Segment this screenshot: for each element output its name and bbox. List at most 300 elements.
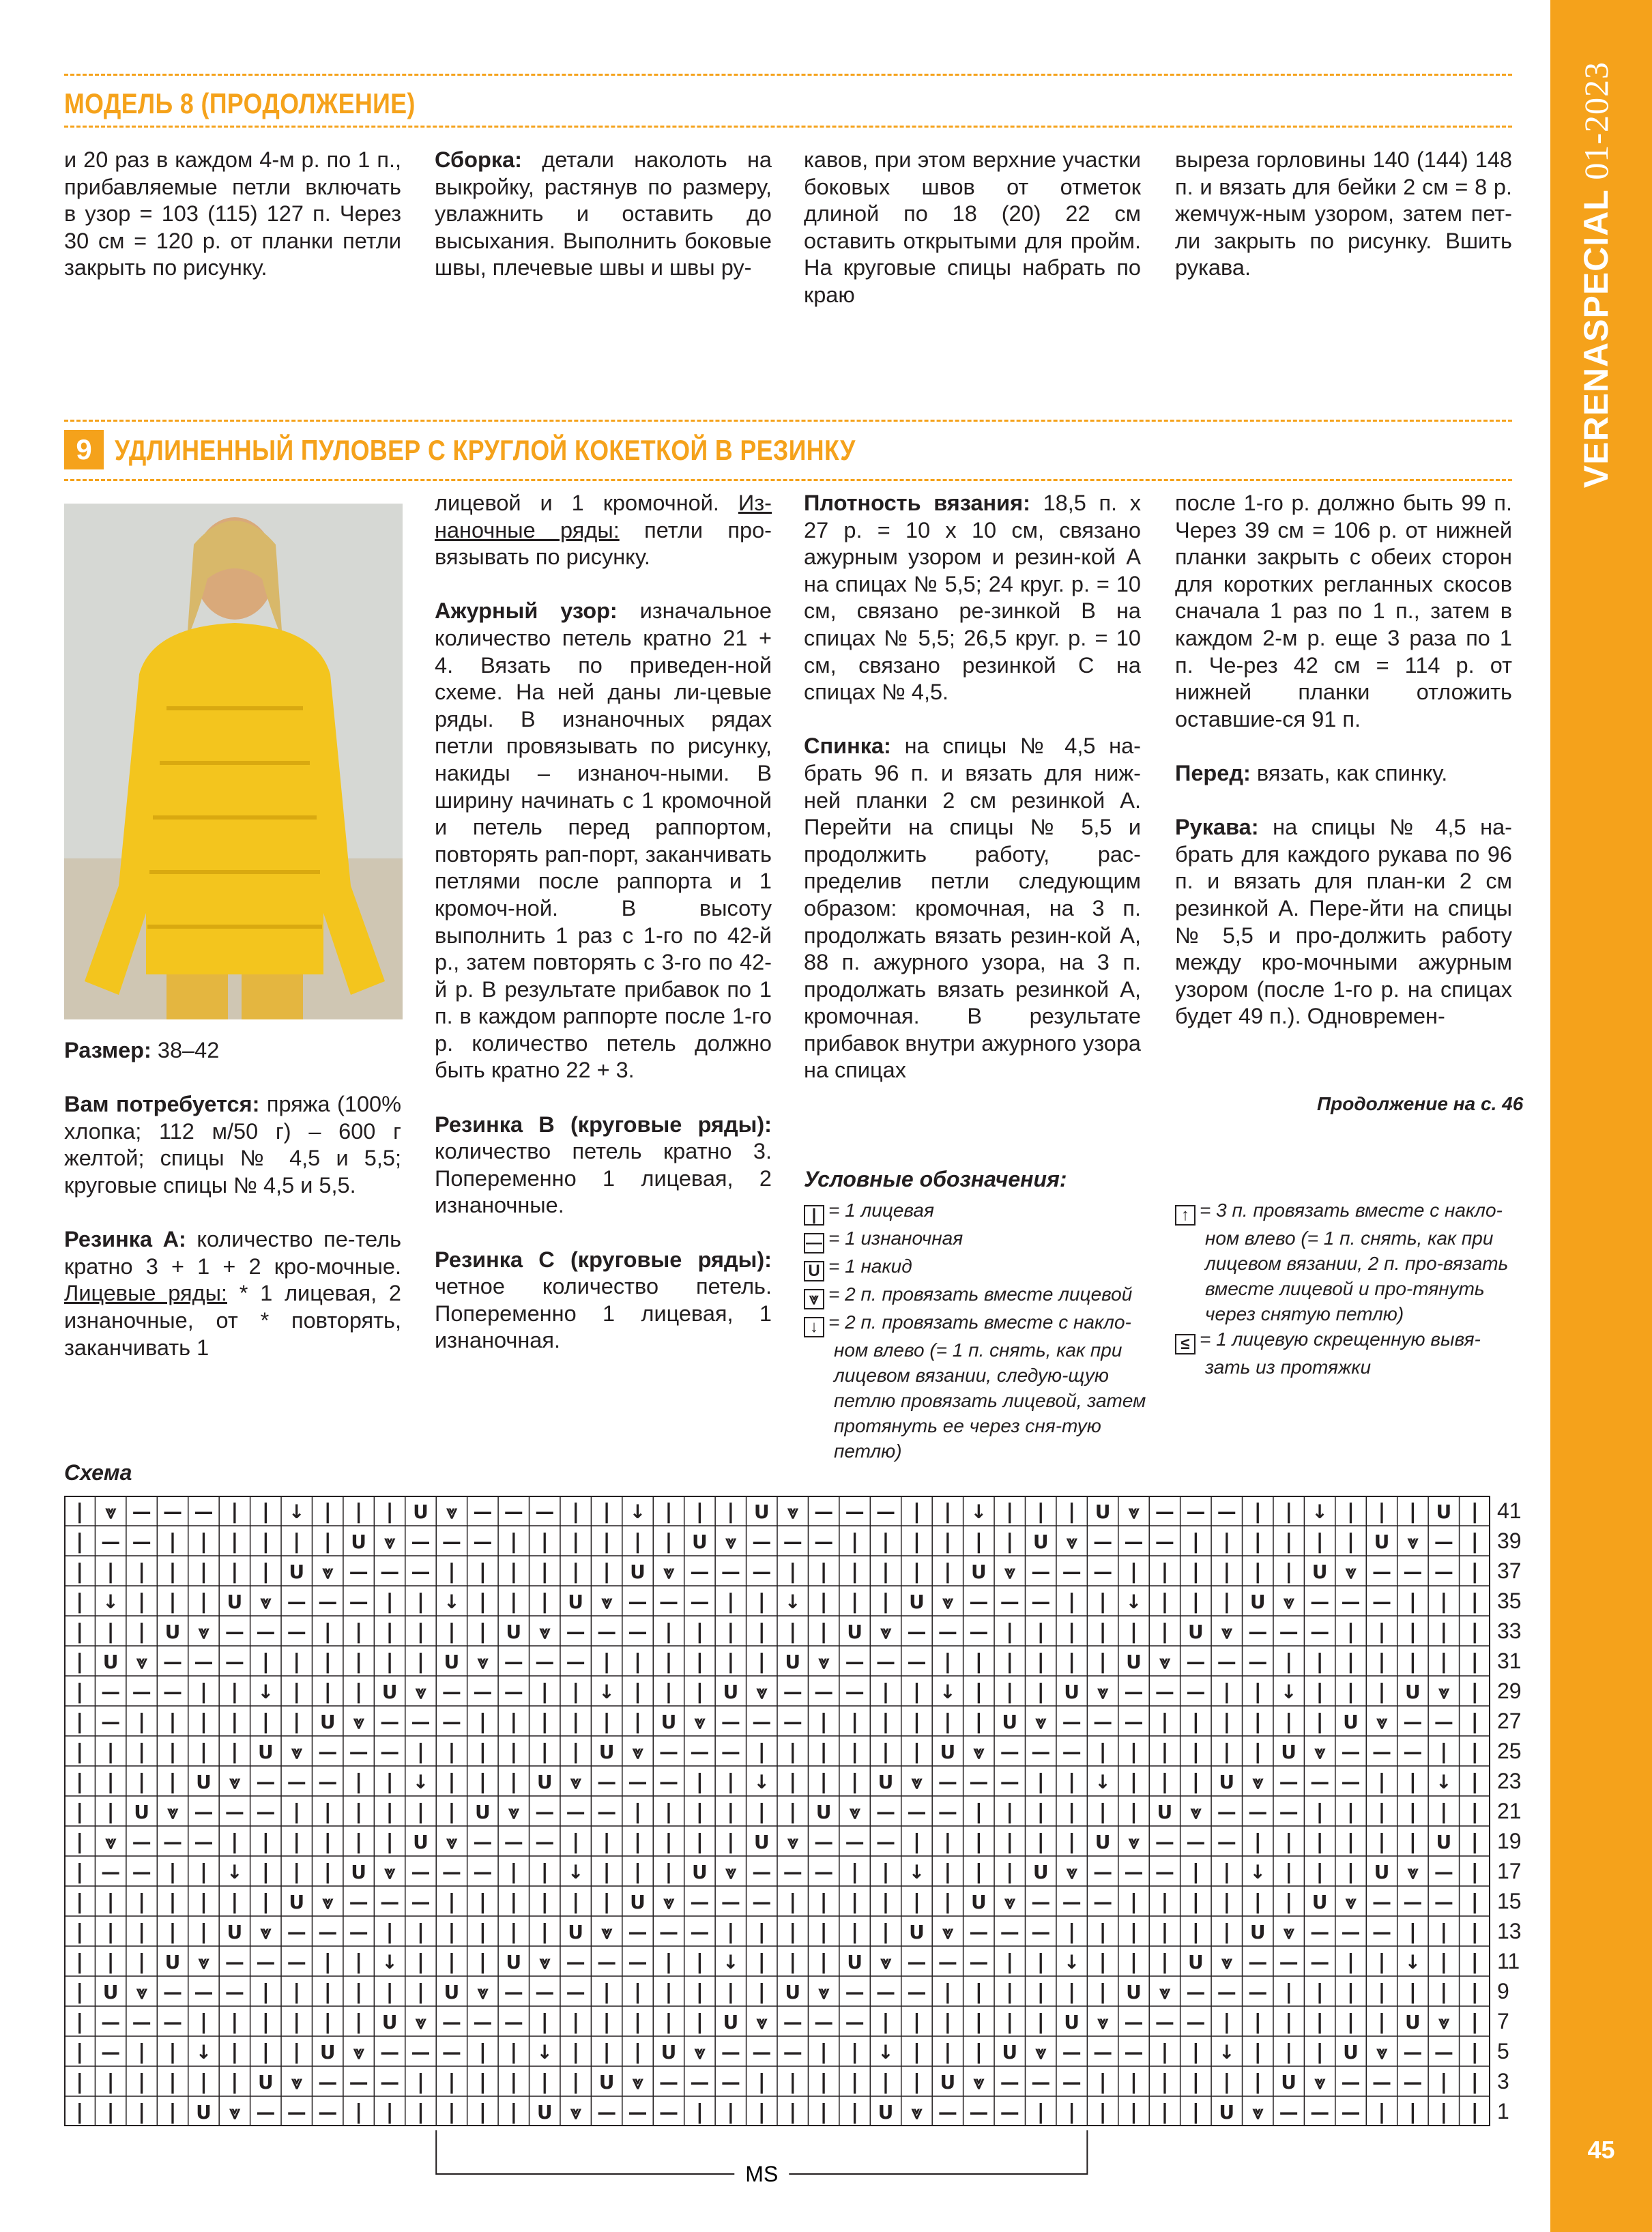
chart-symbol: — bbox=[969, 1921, 989, 1943]
chart-symbol: | bbox=[138, 1950, 146, 1974]
chart-symbol: | bbox=[882, 1530, 890, 1554]
chart-symbol: | bbox=[510, 1860, 518, 1884]
chart-symbol: ⩔ bbox=[446, 1501, 457, 1523]
chart-symbol: | bbox=[1378, 2100, 1386, 2124]
chart-symbol: | bbox=[1347, 1620, 1355, 1644]
chart-symbol: | bbox=[478, 2070, 487, 2094]
chart-symbol: | bbox=[231, 1500, 239, 1524]
chart-symbol: — bbox=[628, 1591, 648, 1613]
chart-symbol: ⩔ bbox=[539, 1621, 551, 1643]
chart-symbol: — bbox=[1434, 1561, 1453, 1583]
chart-symbol: ⩔ bbox=[446, 1831, 457, 1853]
chart-symbol: | bbox=[944, 2040, 952, 2064]
chart-symbol: U bbox=[289, 1891, 305, 1913]
chart-symbol: | bbox=[261, 1500, 270, 1524]
chart-symbol: | bbox=[138, 1560, 146, 1584]
chart-symbol: — bbox=[287, 1921, 306, 1943]
chart-symbol: — bbox=[163, 1681, 183, 1703]
chart-symbol: | bbox=[1068, 1830, 1076, 1854]
chart-symbol: | bbox=[665, 1500, 673, 1524]
chart-symbol: — bbox=[969, 2101, 989, 2124]
sk2p-icon: ↑ bbox=[1175, 1205, 1195, 1226]
chart-symbol: | bbox=[882, 2070, 890, 2094]
chart-symbol: | bbox=[1099, 1650, 1107, 1674]
chart-symbol: — bbox=[845, 1831, 865, 1853]
chart-symbol: | bbox=[76, 1590, 84, 1614]
chart-symbol: | bbox=[572, 1560, 580, 1584]
chart-symbol: | bbox=[851, 2100, 859, 2124]
chart-symbol: | bbox=[882, 1860, 890, 1884]
chart-symbol: | bbox=[1223, 1530, 1231, 1554]
chart-symbol: | bbox=[1285, 1530, 1293, 1554]
chart-symbol: — bbox=[1341, 1921, 1361, 1943]
chart-symbol: | bbox=[912, 1530, 921, 1554]
model-number-badge: 9 bbox=[64, 430, 104, 469]
chart-symbol: | bbox=[76, 2070, 84, 2094]
knitting-chart bbox=[64, 1496, 1490, 2186]
chart-symbol: U bbox=[319, 2041, 336, 2063]
chart-symbol: — bbox=[566, 1651, 585, 1673]
chart-symbol: | bbox=[478, 2100, 487, 2124]
chart-symbol: | bbox=[1347, 1680, 1355, 1704]
chart-symbol: ⩔ bbox=[1438, 1681, 1449, 1703]
chart-symbol: | bbox=[106, 1560, 115, 1584]
chart-symbol: — bbox=[783, 2011, 802, 2033]
chart-symbol: — bbox=[1310, 1921, 1330, 1943]
chart-symbol: U bbox=[1095, 1501, 1111, 1523]
chart-symbol: | bbox=[944, 1890, 952, 1914]
chart-symbol: | bbox=[1408, 1770, 1417, 1794]
chart-symbol: — bbox=[318, 1771, 338, 1793]
chart-symbol: | bbox=[1285, 1710, 1293, 1734]
chart-symbol: | bbox=[355, 1500, 363, 1524]
chart-symbol: | bbox=[323, 1830, 332, 1854]
chart-symbol: ↓ bbox=[723, 1951, 739, 1973]
chart-symbol: | bbox=[355, 1800, 363, 1824]
chart-symbol: | bbox=[540, 1740, 549, 1764]
chart-symbol: — bbox=[690, 1591, 710, 1613]
chart-symbol: — bbox=[1155, 1501, 1174, 1523]
chart-symbol: — bbox=[101, 1861, 121, 1883]
chart-symbol: — bbox=[411, 1711, 431, 1733]
chart-symbol: | bbox=[665, 1650, 673, 1674]
chart-symbol: U bbox=[723, 1681, 739, 1703]
chart-symbol: | bbox=[323, 1980, 332, 2004]
chart-symbol: ⩔ bbox=[198, 1621, 209, 1643]
chart-symbol: — bbox=[224, 1981, 244, 2003]
row-number: 37 bbox=[1497, 1559, 1522, 1583]
chart-symbol: | bbox=[572, 1680, 580, 1704]
chart-symbol: | bbox=[1316, 1650, 1324, 1674]
chart-symbol: — bbox=[380, 2071, 400, 2093]
chart-symbol: — bbox=[1248, 1621, 1268, 1643]
chart-symbol: — bbox=[1279, 1801, 1299, 1823]
chart-symbol: — bbox=[1341, 1771, 1361, 1793]
chart-symbol: | bbox=[169, 1920, 177, 1944]
chart-symbol: | bbox=[1254, 1530, 1262, 1554]
chart-symbol: | bbox=[1470, 1770, 1479, 1794]
chart-symbol: | bbox=[1378, 1770, 1386, 1794]
chart-symbol: ↓ bbox=[1312, 1501, 1328, 1523]
chart-symbol: | bbox=[231, 1890, 239, 1914]
chart-symbol: — bbox=[1310, 2101, 1330, 2124]
magazine-title: VERENASPECIAL 01-2023 bbox=[1577, 61, 1615, 489]
chart-symbol: — bbox=[1000, 1591, 1019, 1613]
chart-symbol: U bbox=[381, 1681, 398, 1703]
chart-symbol: | bbox=[76, 1950, 84, 1974]
chart-symbol: U bbox=[257, 1741, 274, 1763]
chart-symbol: ↓ bbox=[1125, 1591, 1142, 1613]
chart-symbol: | bbox=[1099, 1920, 1107, 1944]
model9-col3: Плотность вязания: 18,5 п. х 27 р. = 10 х 10 см, связано ажурным узором и резин-кой А на спицах № 5,5; 24 круг. р. = 10 см, связано ре-зинкой В на спицах № 5,5; 26,5 круг. р. = 10 см, связано резинкой С на спицах № 4,5. Спинка: на спицы № 4,5 на-брать 96 п. и вязать для ниж-ней планки 2 см резинкой А. Перейти на спицы № 5,5 и продолжить работу, рас-пределив петли следующим образом: кромочная, на 3 п. продолжать вязать резин-кой А, 88 п. ажурного узора, на 3 п. продолжать вязать резинкой А, кромочная. В результате прибавок внутри ажурного узора на спицах bbox=[804, 491, 1141, 1083]
chart-symbol: — bbox=[132, 1531, 151, 1553]
chart-symbol: | bbox=[1347, 1950, 1355, 1974]
chart-symbol: — bbox=[1403, 1711, 1423, 1733]
chart-symbol: | bbox=[1161, 2070, 1169, 2094]
chart-symbol: | bbox=[231, 1830, 239, 1854]
chart-symbol: | bbox=[1347, 1980, 1355, 2004]
chart-symbol: U bbox=[1343, 2041, 1359, 2063]
chart-symbol: ⩔ bbox=[756, 1681, 768, 1703]
chart-symbol: | bbox=[1408, 1590, 1417, 1614]
chart-symbol: | bbox=[1068, 1920, 1076, 1944]
chart-symbol: — bbox=[441, 1531, 461, 1553]
chart-symbol: | bbox=[851, 1740, 859, 1764]
chart-symbol: | bbox=[478, 1920, 487, 1944]
chart-symbol: — bbox=[658, 1741, 678, 1763]
chart-symbol: ⩔ bbox=[229, 1771, 240, 1793]
chart-symbol: U bbox=[909, 1591, 925, 1613]
chart-symbol: — bbox=[814, 1531, 834, 1553]
chart-symbol: — bbox=[504, 1681, 523, 1703]
chart-symbol: ⩔ bbox=[1345, 1891, 1357, 1913]
chart-symbol: | bbox=[789, 2070, 797, 2094]
chart-symbol: | bbox=[478, 1710, 487, 1734]
chart-symbol: ↓ bbox=[567, 1861, 584, 1883]
chart-symbol: — bbox=[658, 1771, 678, 1793]
chart-symbol: U bbox=[815, 1801, 832, 1823]
chart-symbol: | bbox=[1285, 1500, 1293, 1524]
chart-symbol: ⩔ bbox=[1035, 2041, 1047, 2063]
chart-symbol: | bbox=[355, 1680, 363, 1704]
chart-symbol: | bbox=[138, 1920, 146, 1944]
chart-symbol: — bbox=[194, 1831, 214, 1853]
row-number: 5 bbox=[1497, 2039, 1509, 2063]
chart-symbol: | bbox=[1316, 2040, 1324, 2064]
chart-symbol: | bbox=[510, 2040, 518, 2064]
chart-symbol: | bbox=[695, 1620, 704, 1644]
chart-symbol: | bbox=[851, 1560, 859, 1584]
chart-symbol: — bbox=[907, 1621, 927, 1643]
chart-symbol: | bbox=[261, 1650, 270, 1674]
chart-symbol: — bbox=[1000, 2101, 1019, 2124]
chart-symbol: — bbox=[1031, 1891, 1051, 1913]
chart-symbol: ↓ bbox=[227, 1861, 243, 1883]
chart-symbol: — bbox=[411, 1861, 431, 1883]
chart-symbol: | bbox=[1440, 1650, 1448, 1674]
chart-symbol: | bbox=[1161, 1710, 1169, 1734]
chart-symbol: | bbox=[1130, 1770, 1137, 1794]
chart-symbol: — bbox=[938, 1801, 957, 1823]
chart-symbol: | bbox=[355, 1830, 363, 1854]
chart-symbol: — bbox=[1217, 1801, 1236, 1823]
chart-symbol: ⩔ bbox=[105, 1831, 117, 1853]
chart-symbol: | bbox=[1285, 2040, 1293, 2064]
chart-symbol: ⩔ bbox=[942, 1591, 953, 1613]
chart-symbol: ↓ bbox=[1063, 1951, 1080, 1973]
chart-symbol: | bbox=[665, 1800, 673, 1824]
chart-symbol: ⩔ bbox=[1066, 1861, 1077, 1883]
chart-symbol: ⩔ bbox=[1376, 2041, 1387, 2063]
chart-symbol: — bbox=[1093, 2041, 1113, 2063]
chart-symbol: | bbox=[76, 1920, 84, 1944]
chart-symbol: — bbox=[597, 1621, 617, 1643]
chart-symbol: U bbox=[847, 1621, 863, 1643]
chart-symbol: | bbox=[974, 1650, 983, 1674]
chart-symbol: U bbox=[413, 1831, 429, 1853]
chart-symbol: | bbox=[1470, 1500, 1479, 1524]
chart-symbol: — bbox=[721, 1711, 740, 1733]
chart-symbol: | bbox=[355, 2100, 363, 2124]
chart-symbol: | bbox=[695, 2100, 704, 2124]
chart-symbol: ↓ bbox=[629, 1501, 646, 1523]
chart-symbol: | bbox=[448, 1950, 456, 1974]
chart-symbol: | bbox=[1470, 1920, 1479, 1944]
chart-symbol: U bbox=[1064, 1681, 1080, 1703]
chart-symbol: — bbox=[1341, 1591, 1361, 1613]
chart-symbol: | bbox=[634, 2040, 642, 2064]
chart-symbol: — bbox=[876, 1501, 896, 1523]
chart-symbol: U bbox=[164, 1951, 181, 1973]
chart-symbol: — bbox=[1124, 1711, 1144, 1733]
chart-symbol: U bbox=[1436, 1501, 1452, 1523]
chart-symbol: — bbox=[1124, 1681, 1144, 1703]
chart-symbol: — bbox=[163, 1651, 183, 1673]
chart-symbol: | bbox=[727, 1500, 735, 1524]
chart-symbol: | bbox=[944, 1710, 952, 1734]
chart-symbol: — bbox=[132, 1831, 151, 1853]
chart-symbol: — bbox=[1093, 1891, 1113, 1913]
chart-symbol: — bbox=[318, 1741, 338, 1763]
chart-symbol: | bbox=[1254, 1500, 1262, 1524]
legend-left bbox=[804, 1198, 1159, 1464]
chart-symbol: — bbox=[411, 2041, 431, 2063]
chart-symbol: — bbox=[1186, 1681, 1206, 1703]
divider bbox=[64, 74, 1512, 76]
chart-symbol: | bbox=[1223, 2010, 1231, 2034]
chart-symbol: | bbox=[1316, 1860, 1324, 1884]
chart-symbol: | bbox=[1099, 1980, 1107, 2004]
chart-symbol: U bbox=[598, 2071, 615, 2093]
chart-symbol: — bbox=[783, 2041, 802, 2063]
chart-symbol: | bbox=[106, 1920, 115, 1944]
chart-symbol: | bbox=[882, 1680, 890, 1704]
chart-symbol: — bbox=[163, 1831, 183, 1853]
knit-stitch-icon: | bbox=[804, 1205, 824, 1226]
chart-symbol: | bbox=[1470, 1650, 1479, 1674]
chart-symbol: U bbox=[1249, 1591, 1266, 1613]
chart-symbol: | bbox=[169, 1530, 177, 1554]
chart-symbol: | bbox=[912, 1890, 921, 1914]
chart-symbol: | bbox=[1037, 2100, 1045, 2124]
chart-symbol: — bbox=[318, 2071, 338, 2093]
chart-symbol: | bbox=[448, 1560, 456, 1584]
chart-symbol: | bbox=[1408, 2100, 1417, 2124]
chart-symbol: | bbox=[1285, 1560, 1293, 1584]
chart-symbol: | bbox=[820, 1740, 828, 1764]
chart-symbol: | bbox=[1470, 1740, 1479, 1764]
chart-symbol: | bbox=[1470, 1590, 1479, 1614]
chart-symbol: | bbox=[106, 1950, 115, 1974]
chart-symbol: — bbox=[628, 1621, 648, 1643]
chart-symbol: | bbox=[1378, 1620, 1386, 1644]
chart-symbol: ⩔ bbox=[1252, 2101, 1264, 2124]
chart-symbol: | bbox=[603, 1710, 611, 1734]
chart-symbol: | bbox=[76, 2100, 84, 2124]
chart-symbol: U bbox=[1126, 1981, 1142, 2003]
chart-symbol: | bbox=[572, 1890, 580, 1914]
chart-symbol: | bbox=[1285, 1890, 1293, 1914]
chart-symbol: — bbox=[349, 1891, 368, 1913]
chart-symbol: | bbox=[1254, 1680, 1262, 1704]
chart-symbol: | bbox=[169, 1740, 177, 1764]
chart-symbol: — bbox=[1403, 1741, 1423, 1763]
chart-symbol: — bbox=[721, 1741, 740, 1763]
chart-symbol: U bbox=[785, 1651, 801, 1673]
chart-symbol: — bbox=[349, 2071, 368, 2093]
chart-symbol: U bbox=[196, 1771, 212, 1793]
chart-symbol: | bbox=[757, 2070, 766, 2094]
schema-title: Схема bbox=[64, 1460, 132, 1485]
row-number: 31 bbox=[1497, 1649, 1522, 1673]
chart-symbol: | bbox=[1254, 2040, 1262, 2064]
chart-symbol: — bbox=[721, 2071, 740, 2093]
chart-symbol: ⩔ bbox=[136, 1651, 147, 1673]
legend-item: ⩔ = 2 п. провязать вместе лицевой bbox=[804, 1281, 1159, 1309]
chart-symbol: | bbox=[1316, 1530, 1324, 1554]
chart-symbol: | bbox=[293, 1800, 301, 1824]
chart-symbol: | bbox=[1378, 1650, 1386, 1674]
chart-symbol: | bbox=[695, 1650, 704, 1674]
chart-symbol: | bbox=[634, 1800, 642, 1824]
chart-symbol: U bbox=[1374, 1861, 1390, 1883]
chart-symbol: | bbox=[1006, 1680, 1014, 1704]
ssk-icon: ↓ bbox=[804, 1317, 824, 1337]
chart-symbol: | bbox=[76, 1740, 84, 1764]
chart-symbol: — bbox=[783, 1861, 802, 1883]
model8-col1: и 20 раз в каждом 4-м р. по 1 п., прибавляемые петли включать в узор = 103 (115) 127 п. Через 30 см = 120 р. от планки петли закрыть по рисунку. bbox=[64, 147, 401, 280]
chart-symbol: ⩔ bbox=[570, 1771, 581, 1793]
chart-symbol: — bbox=[658, 1591, 678, 1613]
chart-symbol: | bbox=[1223, 1860, 1231, 1884]
chart-symbol: — bbox=[1062, 1741, 1082, 1763]
chart-symbol: U bbox=[196, 2101, 212, 2124]
chart-symbol: | bbox=[231, 2010, 239, 2034]
chart-symbol: — bbox=[814, 1831, 834, 1853]
chart-symbol: | bbox=[603, 2040, 611, 2064]
chart-symbol: U bbox=[444, 1981, 460, 2003]
chart-symbol: | bbox=[1006, 1950, 1014, 1974]
chart-symbol: | bbox=[1316, 1980, 1324, 2004]
chart-symbol: | bbox=[478, 1890, 487, 1914]
chart-symbol: | bbox=[665, 1620, 673, 1644]
chart-symbol: | bbox=[912, 2070, 921, 2094]
chart-symbol: — bbox=[752, 1531, 772, 1553]
chart-symbol: | bbox=[1254, 2070, 1262, 2094]
chart-symbol: U bbox=[164, 1621, 181, 1643]
chart-symbol: | bbox=[1037, 1620, 1045, 1644]
chart-symbol: ⩔ bbox=[632, 2071, 643, 2093]
chart-symbol: ⩔ bbox=[1314, 1741, 1326, 1763]
chart-symbol: | bbox=[1316, 2010, 1324, 2034]
chart-symbol: | bbox=[323, 1500, 332, 1524]
chart-symbol: | bbox=[789, 1620, 797, 1644]
chart-symbol: | bbox=[540, 1590, 549, 1614]
chart-symbol: | bbox=[293, 1860, 301, 1884]
chart-symbol: | bbox=[1285, 1860, 1293, 1884]
chart-symbol: U bbox=[102, 1651, 119, 1673]
chart-symbol: U bbox=[1219, 1771, 1235, 1793]
divider bbox=[64, 479, 1512, 481]
chart-symbol: — bbox=[721, 1561, 740, 1583]
chart-symbol: | bbox=[757, 1800, 766, 1824]
chart-symbol: | bbox=[261, 2010, 270, 2034]
chart-symbol: — bbox=[441, 2041, 461, 2063]
chart-symbol: | bbox=[417, 1740, 424, 1764]
chart-symbol: — bbox=[1403, 1561, 1423, 1583]
chart-symbol: | bbox=[1191, 2070, 1200, 2094]
chart-symbol: | bbox=[386, 1620, 394, 1644]
chart-symbol: — bbox=[1155, 1831, 1174, 1853]
chart-symbol: — bbox=[504, 1831, 523, 1853]
chart-symbol: | bbox=[882, 2010, 890, 2034]
chart-symbol: | bbox=[603, 1860, 611, 1884]
chart-symbol: | bbox=[1068, 1980, 1076, 2004]
chart-symbol: — bbox=[814, 1501, 834, 1523]
chart-symbol: | bbox=[231, 1710, 239, 1734]
chart-symbol: | bbox=[820, 1620, 828, 1644]
repeat-label: MS bbox=[745, 2162, 779, 2186]
legend-item: — = 1 изнаночная bbox=[804, 1226, 1159, 1253]
chart-symbol: | bbox=[169, 2040, 177, 2064]
chart-symbol: — bbox=[101, 2011, 121, 2033]
chart-symbol: ⩔ bbox=[942, 1921, 953, 1943]
chart-symbol: | bbox=[510, 1590, 518, 1614]
chart-symbol: | bbox=[1470, 1830, 1479, 1854]
chart-symbol: | bbox=[1223, 1680, 1231, 1704]
chart-symbol: — bbox=[318, 1591, 338, 1613]
chart-symbol: U bbox=[940, 1741, 956, 1763]
chart-symbol: | bbox=[1191, 1740, 1200, 1764]
chart-symbol: — bbox=[752, 2041, 772, 2063]
chart-symbol: U bbox=[1343, 1711, 1359, 1733]
chart-symbol: | bbox=[634, 1860, 642, 1884]
chart-symbol: | bbox=[1191, 1710, 1200, 1734]
chart-symbol: U bbox=[536, 1771, 553, 1793]
chart-symbol: | bbox=[1285, 1980, 1293, 2004]
chart-symbol: | bbox=[882, 1920, 890, 1944]
chart-symbol: ↓ bbox=[753, 1771, 770, 1793]
chart-symbol: — bbox=[1093, 1861, 1113, 1883]
chart-symbol: | bbox=[634, 2010, 642, 2034]
chart-symbol: U bbox=[319, 1711, 336, 1733]
chart-symbol: | bbox=[912, 1830, 921, 1854]
chart-symbol: | bbox=[540, 1530, 549, 1554]
chart-symbol: | bbox=[355, 2010, 363, 2034]
chart-symbol: | bbox=[199, 1860, 207, 1884]
chart-symbol: — bbox=[101, 1681, 121, 1703]
chart-symbol: — bbox=[907, 1651, 927, 1673]
